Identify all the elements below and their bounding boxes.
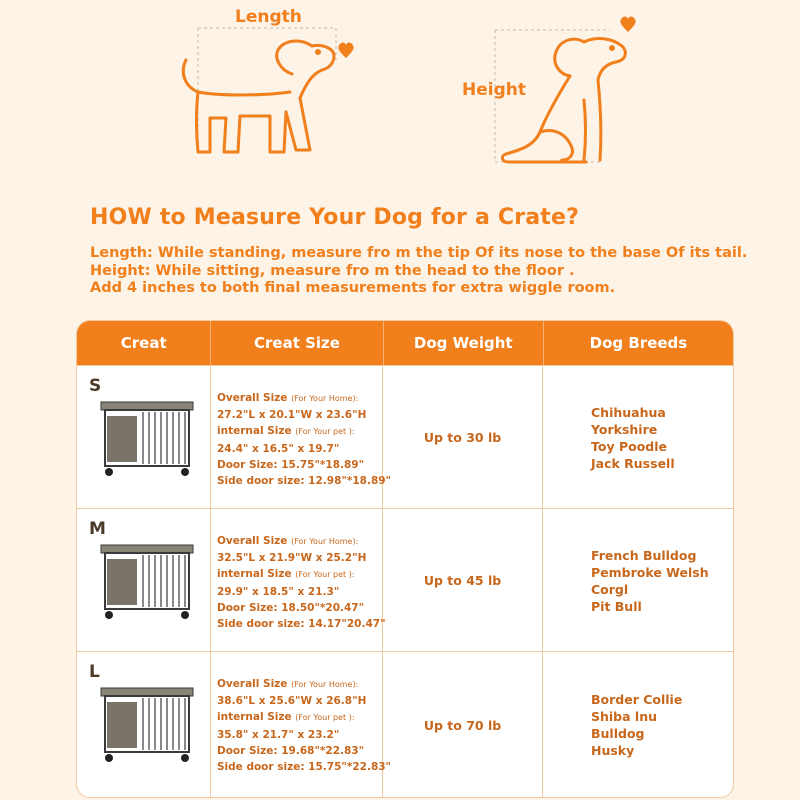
crate-cell bbox=[77, 652, 211, 798]
header-creat: Creat bbox=[77, 321, 211, 365]
crate-size-cell: Overall Size (For Your Home): 27.2"L x 20.1"W x 23.6"H internal Size (For Your pet ): 24.4" x 16.5" x 19.7" Door Size: 15.75"*18.89" Side door size: 12.98"*18.89" bbox=[211, 366, 383, 509]
page-title: HOW to Measure Your Dog for a Crate? bbox=[90, 205, 580, 230]
crate-cell bbox=[77, 366, 211, 509]
table-row bbox=[77, 508, 733, 652]
size-letter: S bbox=[89, 376, 102, 396]
table-header bbox=[77, 321, 733, 365]
measure-description bbox=[90, 245, 747, 298]
crate-image bbox=[97, 541, 197, 623]
heart-icon bbox=[620, 17, 635, 32]
standing-dog-icon bbox=[183, 41, 334, 152]
dog-breeds-cell: Chihuahua Yorkshire Toy Poodle Jack Russell bbox=[591, 404, 675, 471]
dog-measure-illustration bbox=[0, 0, 800, 200]
header-dog-breeds: Dog Breeds bbox=[589, 334, 688, 352]
table-row bbox=[77, 651, 733, 798]
dog-breeds-cell: Border Collie Shiba lnu Bulldog Husky bbox=[591, 692, 683, 758]
dog-weight-cell: Up to 45 lb bbox=[383, 509, 543, 652]
crate-image bbox=[97, 398, 197, 480]
header-creat-size: Creat Size bbox=[211, 321, 383, 365]
dog-breeds-cell: French Bulldog Pembroke Welsh Corgl Pit Bull bbox=[591, 547, 709, 614]
height-label: Height bbox=[462, 80, 526, 100]
length-label: Length bbox=[235, 7, 302, 27]
extra-room-note: Add 4 inches to both final measurements for extra wiggle room. bbox=[90, 280, 616, 296]
crate-cell bbox=[77, 509, 211, 652]
table-row bbox=[77, 365, 733, 509]
crate-image bbox=[97, 684, 197, 766]
size-letter: M bbox=[89, 519, 106, 539]
dog-weight-cell: Up to 70 lb bbox=[383, 652, 543, 798]
crate-size-cell: Overall Size (For Your Home): 32.5"L x 21.9"W x 25.2"H internal Size (For Your pet ): 29.9" x 18.5" x 21.3" Door Size: 18.50"*20.47" Side door size: 14.17"20.47" bbox=[211, 509, 383, 652]
size-letter: L bbox=[89, 662, 100, 682]
length-instruction: Length: While standing, measure fro m the tip Of its nose to the base Of its tail. bbox=[90, 245, 748, 261]
sitting-dog-icon bbox=[502, 39, 625, 162]
dog-weight-cell: Up to 30 lb bbox=[383, 366, 543, 509]
header-dog-weight: Dog Weight bbox=[384, 321, 544, 365]
height-instruction: Height: While sitting, measure fro m the head to the floor . bbox=[90, 262, 575, 279]
crate-size-cell: Overall Size (For Your Home): 38.6"L x 25.6"W x 26.8"H internal Size (For Your pet ): 35.8" x 21.7" x 23.2" Door Size: 19.68"*22.83" Side door size: 15.75"*22.83" bbox=[211, 652, 383, 798]
heart-icon bbox=[338, 43, 353, 58]
size-table bbox=[76, 320, 734, 798]
